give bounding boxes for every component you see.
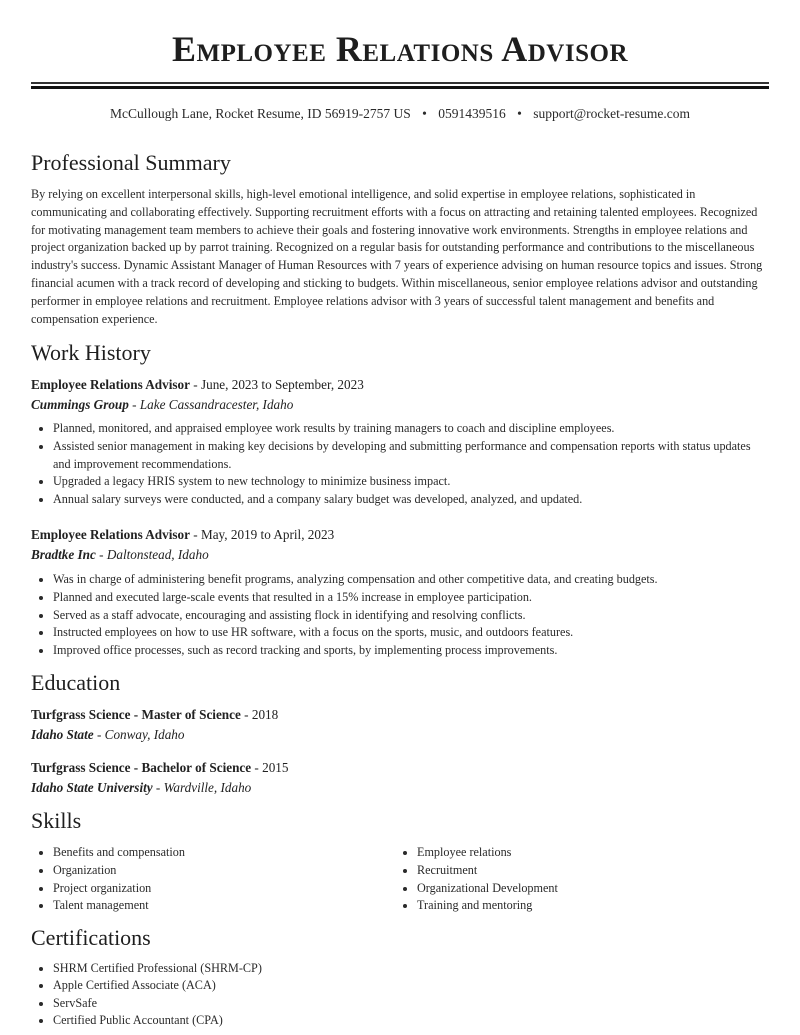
job-entry xyxy=(31,525,769,659)
work-history-section xyxy=(31,339,769,659)
job-header xyxy=(31,525,769,545)
education-location: - Conway, Idaho xyxy=(93,726,185,742)
job-company-line xyxy=(31,545,769,565)
certification-item: • SHRM Certified Professional (SHRM-CP) xyxy=(53,960,769,978)
education-degree: Turfgrass Science - Bachelor of Science xyxy=(31,760,252,776)
section-heading-work-history: Work History xyxy=(31,340,151,366)
certification-item: • ServSafe xyxy=(53,995,769,1013)
job-bullet: • Planned and executed large-scale events that resulted in a 15% increase in employee participation. xyxy=(53,589,769,607)
job-bullet: • Instructed employees on how to use HR software, with a focus on the sports, music, and outdoors features. xyxy=(53,624,769,642)
contact-email: support@rocket-resume.com xyxy=(533,106,690,121)
certifications-list xyxy=(31,960,769,1030)
job-location: - Daltonstead, Idaho xyxy=(95,546,209,562)
education-section xyxy=(31,669,769,797)
education-entry xyxy=(31,705,769,744)
job-location: - Lake Cassandracester, Idaho xyxy=(128,396,294,412)
education-school-line xyxy=(31,778,769,798)
job-bullet: • Assisted senior management in making key decisions by developing and submitting performance and compensation reports with status updates and improvement recommendations. xyxy=(53,438,769,473)
job-header xyxy=(31,375,769,395)
skill-item: • Training and mentoring xyxy=(417,897,759,915)
bullet-separator: • xyxy=(517,106,522,121)
skill-item: • Organizational Development xyxy=(417,880,759,898)
skill-item: • Project organization xyxy=(53,880,395,898)
bullet-separator: • xyxy=(422,106,427,121)
section-heading-education: Education xyxy=(31,670,121,696)
job-company: Cummings Group xyxy=(31,396,129,412)
summary-section xyxy=(31,149,769,328)
education-degree-line xyxy=(31,758,769,778)
job-bullet: • Served as a staff advocate, encouraging and assisting flock in identifying and resolving conflicts. xyxy=(53,607,769,625)
job-bullets xyxy=(31,571,769,659)
skills-column-right xyxy=(395,844,759,914)
certifications-section xyxy=(31,924,769,1030)
job-dates: - June, 2023 to September, 2023 xyxy=(189,377,364,393)
job-entry xyxy=(31,375,769,508)
skill-item: • Recruitment xyxy=(417,862,759,880)
education-degree-line xyxy=(31,705,769,725)
resume-title: Employee Relations Advisor xyxy=(171,29,628,69)
skills-column-left xyxy=(31,844,395,914)
skill-item: • Organization xyxy=(53,862,395,880)
certification-item: • Certified Public Accountant (CPA) xyxy=(53,1012,769,1030)
job-dates: - May, 2019 to April, 2023 xyxy=(189,527,335,543)
education-entry xyxy=(31,758,769,797)
job-role: Employee Relations Advisor xyxy=(31,377,190,393)
job-bullets xyxy=(31,420,769,508)
header-divider-thick xyxy=(31,86,769,89)
education-year: - 2018 xyxy=(240,707,279,723)
contact-line xyxy=(31,106,769,126)
skills-grid xyxy=(31,844,769,914)
job-company: Bradtke Inc xyxy=(31,546,96,562)
education-school: Idaho State University xyxy=(31,779,153,795)
contact-address: McCullough Lane, Rocket Resume, ID 56919-2757 US xyxy=(110,106,411,121)
skills-section xyxy=(31,807,769,914)
education-school: Idaho State xyxy=(31,726,94,742)
skill-item: • Employee relations xyxy=(417,844,759,862)
certification-item: • Apple Certified Associate (ACA) xyxy=(53,977,769,995)
job-bullet: • Was in charge of administering benefit programs, analyzing compensation and other competitive data, and creating budgets. xyxy=(53,571,769,589)
skill-item: • Benefits and compensation xyxy=(53,844,395,862)
job-bullet: • Upgraded a legacy HRIS system to new technology to minimize business impact. xyxy=(53,473,769,491)
contact-phone: 0591439516 xyxy=(438,106,506,121)
job-bullet: • Planned, monitored, and appraised employee work results by training managers to coach and discipline employees. xyxy=(53,420,769,438)
section-heading-skills: Skills xyxy=(31,808,82,834)
job-bullet: • Improved office processes, such as record tracking and sports, by implementing process improvements. xyxy=(53,642,769,660)
education-school-line xyxy=(31,725,769,745)
education-location: - Wardville, Idaho xyxy=(152,779,252,795)
summary-text: By relying on excellent interpersonal skills, high-level emotional intelligence, and solid expertise in employee relations, sophisticated in communicating and collaborating effectively. Supporting recruitment efforts with a focus on attracting and retaining talented employees. Recognized for motivating management team members to achieve their goals and fostering innovative work environments. Strengths in employee relations and project organization backed up by parrot training. Recognized on a regular basis for outstanding performance and contributions to the miscellaneous industry's success. Dynamic Assistant Manager of Human Resources with 7 years of experience advising on human resource topics and issues. Strong financial acumen with a track record of developing and sticking to budgets. Within miscellaneous, senior employee relations advisor and outstanding performer in employee relations and recruitment. Employee relations advisor with 3 years of successful talent management and benefits and compensation experience. xyxy=(31,187,763,326)
skill-item: • Talent management xyxy=(53,897,395,915)
job-company-line xyxy=(31,395,769,415)
header-divider-thin xyxy=(31,82,769,84)
job-bullet: • Annual salary surveys were conducted, and a company salary budget was developed, analyzed, and updated. xyxy=(53,491,769,509)
section-heading-certifications: Certifications xyxy=(31,924,151,950)
education-year: - 2015 xyxy=(251,760,289,776)
section-heading-summary: Professional Summary xyxy=(31,150,231,175)
job-role: Employee Relations Advisor xyxy=(31,527,190,543)
education-degree: Turfgrass Science - Master of Science xyxy=(31,707,241,723)
